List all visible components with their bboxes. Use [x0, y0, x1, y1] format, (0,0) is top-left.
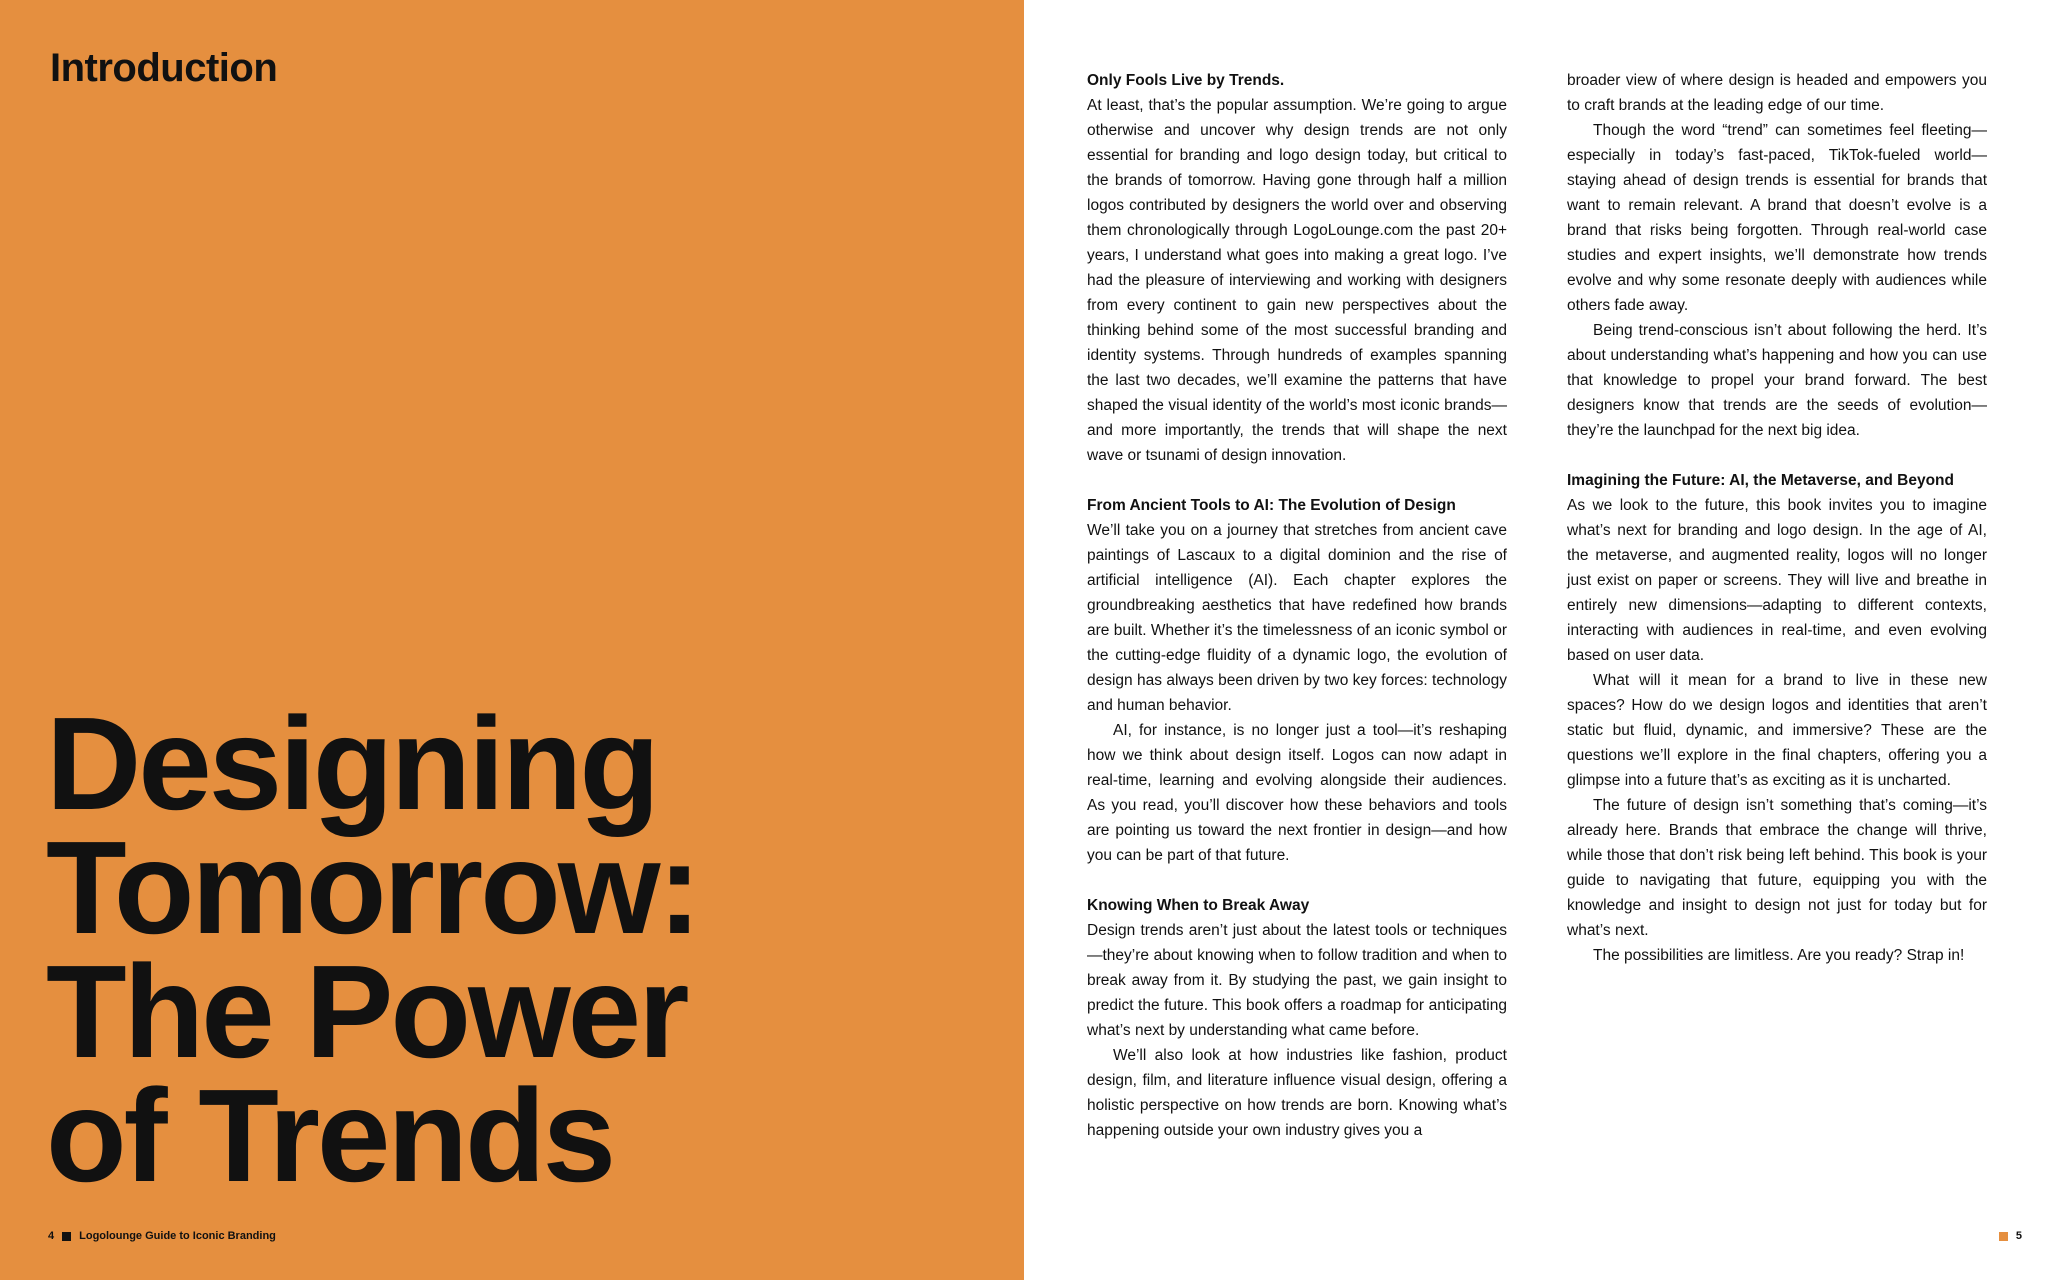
paragraph-gap	[1087, 868, 1507, 893]
paragraph: As we look to the future, this book invites you to imagine what’s next for branding and logo design. In the age of AI, the metaverse, and augmented reality, logos will no longer just exist on paper or screens. They will live and breathe in entirely new dimensions—adapting to different contexts, interacting with audiences in real-time, and even evolving based on user data.	[1567, 497, 1987, 664]
chapter-title	[46, 690, 1006, 1209]
title-line-2: Tomorrow:	[46, 814, 699, 961]
title-line-3: The Power	[46, 938, 687, 1085]
paragraph: Design trends aren’t just about the latest tools or techniques—they’re about knowing when to follow tradition and when to break away from it. By studying the past, we gain insight to predict the future. This book offers a roadmap for anticipating what’s next by understanding what came before.	[1087, 922, 1507, 1039]
folio-square-icon	[62, 1232, 71, 1241]
paragraph: The possibilities are limitless. Are you ready? Strap in!	[1593, 947, 1965, 964]
section-label: Introduction	[50, 46, 278, 90]
paragraph: broader view of where design is headed and empowers you to craft brands at the leading edge of our time.	[1567, 72, 1987, 114]
right-page	[1024, 0, 2048, 1280]
paragraph-gap	[1567, 443, 1987, 468]
title-line-1: Designing	[46, 690, 658, 837]
paragraph: What will it mean for a brand to live in these new spaces? How do we design logos and identities that aren’t static but fluid, dynamic, and immersive? These are the questions we’ll explore in the final chapters, offering you a glimpse into a future that’s as exciting as it is uncharted.	[1567, 672, 1987, 789]
paragraph: We’ll also look at how industries like fashion, product design, film, and literature influence visual design, offering a holistic perspective on how trends are born. Knowing what’s happening outside your own industry gives you a	[1087, 1047, 1507, 1139]
page-number-right: 5	[2015, 1230, 2022, 1242]
paragraph: At least, that’s the popular assumption. We’re going to argue otherwise and uncover why design trends are not only essential for branding and logo design today, but critical to the brands of tomorrow. Having gone through half a million logos contributed by designers the world over and observing them chronologically through LogoLounge.com the past 20+ years, I understand what goes into making a great logo. I’ve had the pleasure of interviewing and working with designers from every continent to gain new perspectives about the thinking behind some of the most successful branding and identity systems. Through hundreds of examples spanning the last two decades, we’ll examine the patterns that have shaped the visual identity of the world’s most iconic brands—and more importantly, the trends that will shape the next wave or tsunami of design innovation.	[1087, 97, 1507, 464]
heading-only-fools: Only Fools Live by Trends.	[1087, 72, 1285, 89]
paragraph: Being trend-conscious isn’t about following the herd. It’s about understanding what’s happening and how you can use that knowledge to propel your brand forward. The best designers know that trends are the seeds of evolution—they’re the launchpad for the next big idea.	[1567, 322, 1987, 439]
paragraph: The future of design isn’t something that’s coming—it’s already here. Brands that embrace the change will thrive, while those that don’t risk being left behind. This book is your guide to navigating that future, equipping you with the knowledge and insight to design not just for today but for what’s next.	[1567, 797, 1987, 939]
paragraph: Though the word “trend” can sometimes feel fleeting—especially in today’s fast-paced, TikTok-fueled world—staying ahead of design trends is essential for brands that want to remain relevant. A brand that doesn’t evolve is a brand that risks being forgotten. Through real-world case studies and expert insights, we’ll demonstrate how trends evolve and why some resonate deeply with audiences while others fade away.	[1567, 122, 1987, 314]
folio-right	[1999, 1228, 2022, 1244]
paragraph: AI, for instance, is no longer just a tool—it’s reshaping how we think about design itself. Logos can now adapt in real-time, learning and evolving alongside their audiences. As you read, you’ll discover how these behaviors and tools are pointing us toward the next frontier in design—and how you can be part of that future.	[1087, 722, 1507, 864]
folio-square-icon	[1999, 1232, 2008, 1241]
paragraph: We’ll take you on a journey that stretches from ancient cave paintings of Lascaux to a digital dominion and the rise of artificial intelligence (AI). Each chapter explores the groundbreaking aesthetics that have redefined how brands are built. Whether it’s the timelessness of an iconic symbol or the cutting-edge fluidity of a dynamic logo, the evolution of design has always been driven by two key forces: technology and human behavior.	[1087, 522, 1507, 714]
page-number-left: 4	[48, 1230, 55, 1242]
title-line-4: of Trends	[46, 1062, 614, 1209]
heading-imagining-future: Imagining the Future: AI, the Metaverse, and Beyond	[1567, 472, 1954, 489]
text-column-1	[1087, 68, 1507, 1143]
paragraph-gap	[1087, 468, 1507, 493]
heading-break-away: Knowing When to Break Away	[1087, 897, 1310, 914]
folio-left	[48, 1228, 276, 1244]
running-footer: Logolounge Guide to Iconic Branding	[79, 1230, 276, 1242]
text-column-2	[1567, 68, 1987, 968]
heading-ancient-tools: From Ancient Tools to AI: The Evolution of Design	[1087, 497, 1456, 514]
